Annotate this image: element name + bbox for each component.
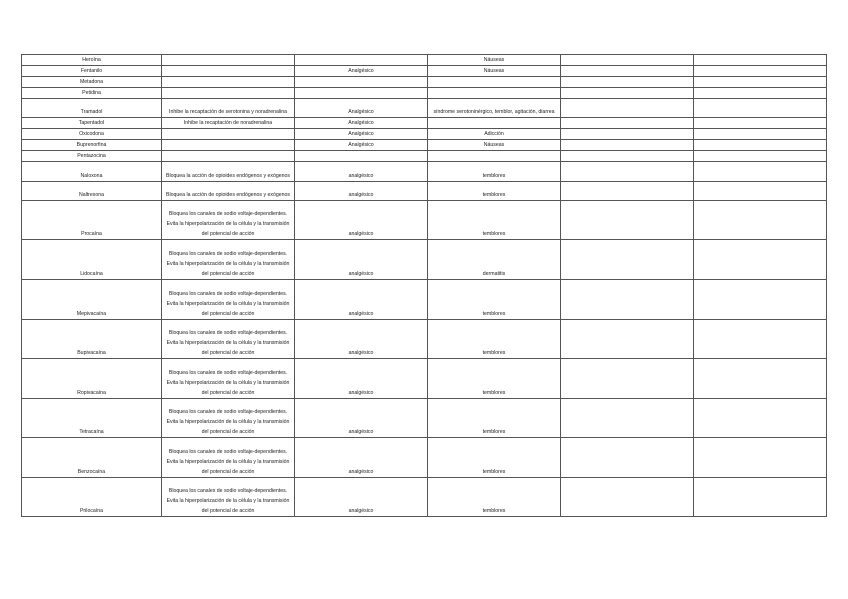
empty-cell [694, 118, 827, 129]
mechanism-cell [162, 140, 295, 151]
drug-table-body [22, 55, 827, 517]
empty-cell [561, 77, 694, 88]
drug-name-cell: Oxicodona [22, 129, 162, 140]
empty-cell [694, 201, 827, 240]
table-row [22, 140, 827, 151]
effect-cell: síndrome serotoninérgico, temblor, agitación, diarrea [428, 99, 561, 118]
empty-cell [561, 151, 694, 162]
drug-name-cell: Prilocaína [22, 478, 162, 517]
table-row [22, 88, 827, 99]
mechanism-cell: Bloquea los canales de sodio voltaje-dependientes. Evita la hiperpolarización de la célula y la transmisión del potencial de acción [162, 438, 295, 478]
empty-cell [561, 162, 694, 182]
table-row [22, 99, 827, 118]
empty-cell [561, 359, 694, 399]
empty-cell [694, 240, 827, 280]
effect-cell [428, 151, 561, 162]
drug-name-cell: Naltrexona [22, 182, 162, 201]
drug-name-cell: Fentanilo [22, 66, 162, 77]
use-cell: analgésico [295, 478, 428, 517]
drug-name-cell: Petidina [22, 88, 162, 99]
empty-cell [694, 359, 827, 399]
mechanism-cell: Bloquea la acción de opioides endógenos y exógenos [162, 162, 295, 182]
table-row [22, 201, 827, 240]
use-cell: analgésico [295, 399, 428, 438]
use-cell [295, 151, 428, 162]
empty-cell [694, 438, 827, 478]
empty-cell [561, 182, 694, 201]
effect-cell: dermatitis [428, 240, 561, 280]
use-cell: Analgésico [295, 129, 428, 140]
empty-cell [561, 320, 694, 359]
drug-name-cell: Tetracaína [22, 399, 162, 438]
empty-cell [694, 280, 827, 320]
table-row [22, 438, 827, 478]
empty-cell [561, 438, 694, 478]
drug-name-cell: Ropivacaína [22, 359, 162, 399]
effect-cell: Náuseas [428, 66, 561, 77]
effect-cell: temblores [428, 280, 561, 320]
empty-cell [561, 118, 694, 129]
mechanism-cell [162, 66, 295, 77]
table-row [22, 66, 827, 77]
mechanism-cell [162, 88, 295, 99]
mechanism-cell [162, 55, 295, 66]
drug-name-cell: Tapentadol [22, 118, 162, 129]
use-cell: analgésico [295, 320, 428, 359]
empty-cell [694, 162, 827, 182]
empty-cell [561, 88, 694, 99]
mechanism-cell: Bloquea los canales de sodio voltaje-dependientes. Evita la hiperpolarización de la célula y la transmisión del potencial de acción [162, 478, 295, 517]
effect-cell: temblores [428, 478, 561, 517]
use-cell: analgésico [295, 359, 428, 399]
mechanism-cell: Inhibe la recaptación de serotonina y noradrenalina [162, 99, 295, 118]
effect-cell: Náuseas [428, 55, 561, 66]
table-row [22, 151, 827, 162]
effect-cell [428, 88, 561, 99]
empty-cell [561, 99, 694, 118]
drug-name-cell: Pentazocina [22, 151, 162, 162]
empty-cell [694, 399, 827, 438]
use-cell: analgésico [295, 240, 428, 280]
table-row [22, 55, 827, 66]
use-cell: Analgésico [295, 99, 428, 118]
mechanism-cell [162, 77, 295, 88]
empty-cell [694, 66, 827, 77]
empty-cell [561, 66, 694, 77]
empty-cell [694, 77, 827, 88]
table-row [22, 399, 827, 438]
use-cell: analgésico [295, 280, 428, 320]
empty-cell [694, 55, 827, 66]
drug-name-cell: Tramadol [22, 99, 162, 118]
empty-cell [694, 320, 827, 359]
effect-cell: Náuseas [428, 140, 561, 151]
effect-cell [428, 118, 561, 129]
effect-cell: temblores [428, 201, 561, 240]
table-row [22, 320, 827, 359]
use-cell: analgésico [295, 438, 428, 478]
empty-cell [561, 201, 694, 240]
mechanism-cell: Inhibe la recaptación de noradrenalina [162, 118, 295, 129]
table-row [22, 77, 827, 88]
use-cell: analgésico [295, 182, 428, 201]
effect-cell: Adicción [428, 129, 561, 140]
empty-cell [561, 55, 694, 66]
use-cell: analgésico [295, 162, 428, 182]
empty-cell [694, 182, 827, 201]
use-cell [295, 77, 428, 88]
mechanism-cell: Bloquea los canales de sodio voltaje-dependientes. Evita la hiperpolarización de la célula y la transmisión del potencial de acción [162, 320, 295, 359]
effect-cell [428, 77, 561, 88]
drug-name-cell: Metadona [22, 77, 162, 88]
drug-name-cell: Procaína [22, 201, 162, 240]
empty-cell [561, 140, 694, 151]
drug-table [21, 54, 827, 517]
empty-cell [694, 478, 827, 517]
table-row [22, 359, 827, 399]
effect-cell: temblores [428, 438, 561, 478]
empty-cell [694, 151, 827, 162]
use-cell [295, 55, 428, 66]
table-row [22, 182, 827, 201]
effect-cell: temblores [428, 399, 561, 438]
effect-cell: temblores [428, 162, 561, 182]
use-cell: Analgésico [295, 140, 428, 151]
empty-cell [694, 129, 827, 140]
mechanism-cell: Bloquea los canales de sodio voltaje-dependientes. Evita la hiperpolarización de la célula y la transmisión del potencial de acción [162, 201, 295, 240]
use-cell [295, 88, 428, 99]
mechanism-cell: Bloquea los canales de sodio voltaje-dependientes. Evita la hiperpolarización de la célula y la transmisión del potencial de acción [162, 399, 295, 438]
table-row [22, 162, 827, 182]
mechanism-cell: Bloquea los canales de sodio voltaje-dependientes. Evita la hiperpolarización de la célula y la transmisión del potencial de acción [162, 359, 295, 399]
effect-cell: temblores [428, 359, 561, 399]
mechanism-cell: Bloquea los canales de sodio voltaje-dependientes. Evita la hiperpolarización de la célula y la transmisión del potencial de acción [162, 240, 295, 280]
table-row [22, 129, 827, 140]
mechanism-cell: Bloquea la acción de opioides endógenos y exógenos [162, 182, 295, 201]
drug-name-cell: Heroína [22, 55, 162, 66]
mechanism-cell: Bloquea los canales de sodio voltaje-dependientes. Evita la hiperpolarización de la célula y la transmisión del potencial de acción [162, 280, 295, 320]
table-row [22, 478, 827, 517]
drug-name-cell: Naloxona [22, 162, 162, 182]
empty-cell [561, 399, 694, 438]
empty-cell [561, 129, 694, 140]
empty-cell [694, 88, 827, 99]
use-cell: analgésico [295, 201, 428, 240]
table-row [22, 280, 827, 320]
use-cell: Analgésico [295, 66, 428, 77]
empty-cell [561, 280, 694, 320]
empty-cell [561, 478, 694, 517]
empty-cell [694, 99, 827, 118]
drug-name-cell: Bupivacaína [22, 320, 162, 359]
effect-cell: temblores [428, 182, 561, 201]
drug-name-cell: Mepivacaína [22, 280, 162, 320]
table-row [22, 240, 827, 280]
effect-cell: temblores [428, 320, 561, 359]
empty-cell [561, 240, 694, 280]
mechanism-cell [162, 151, 295, 162]
drug-name-cell: Benzocaína [22, 438, 162, 478]
drug-name-cell: Buprenorfina [22, 140, 162, 151]
table-row [22, 118, 827, 129]
use-cell: Analgésico [295, 118, 428, 129]
drug-name-cell: Lidocaína [22, 240, 162, 280]
mechanism-cell [162, 129, 295, 140]
empty-cell [694, 140, 827, 151]
